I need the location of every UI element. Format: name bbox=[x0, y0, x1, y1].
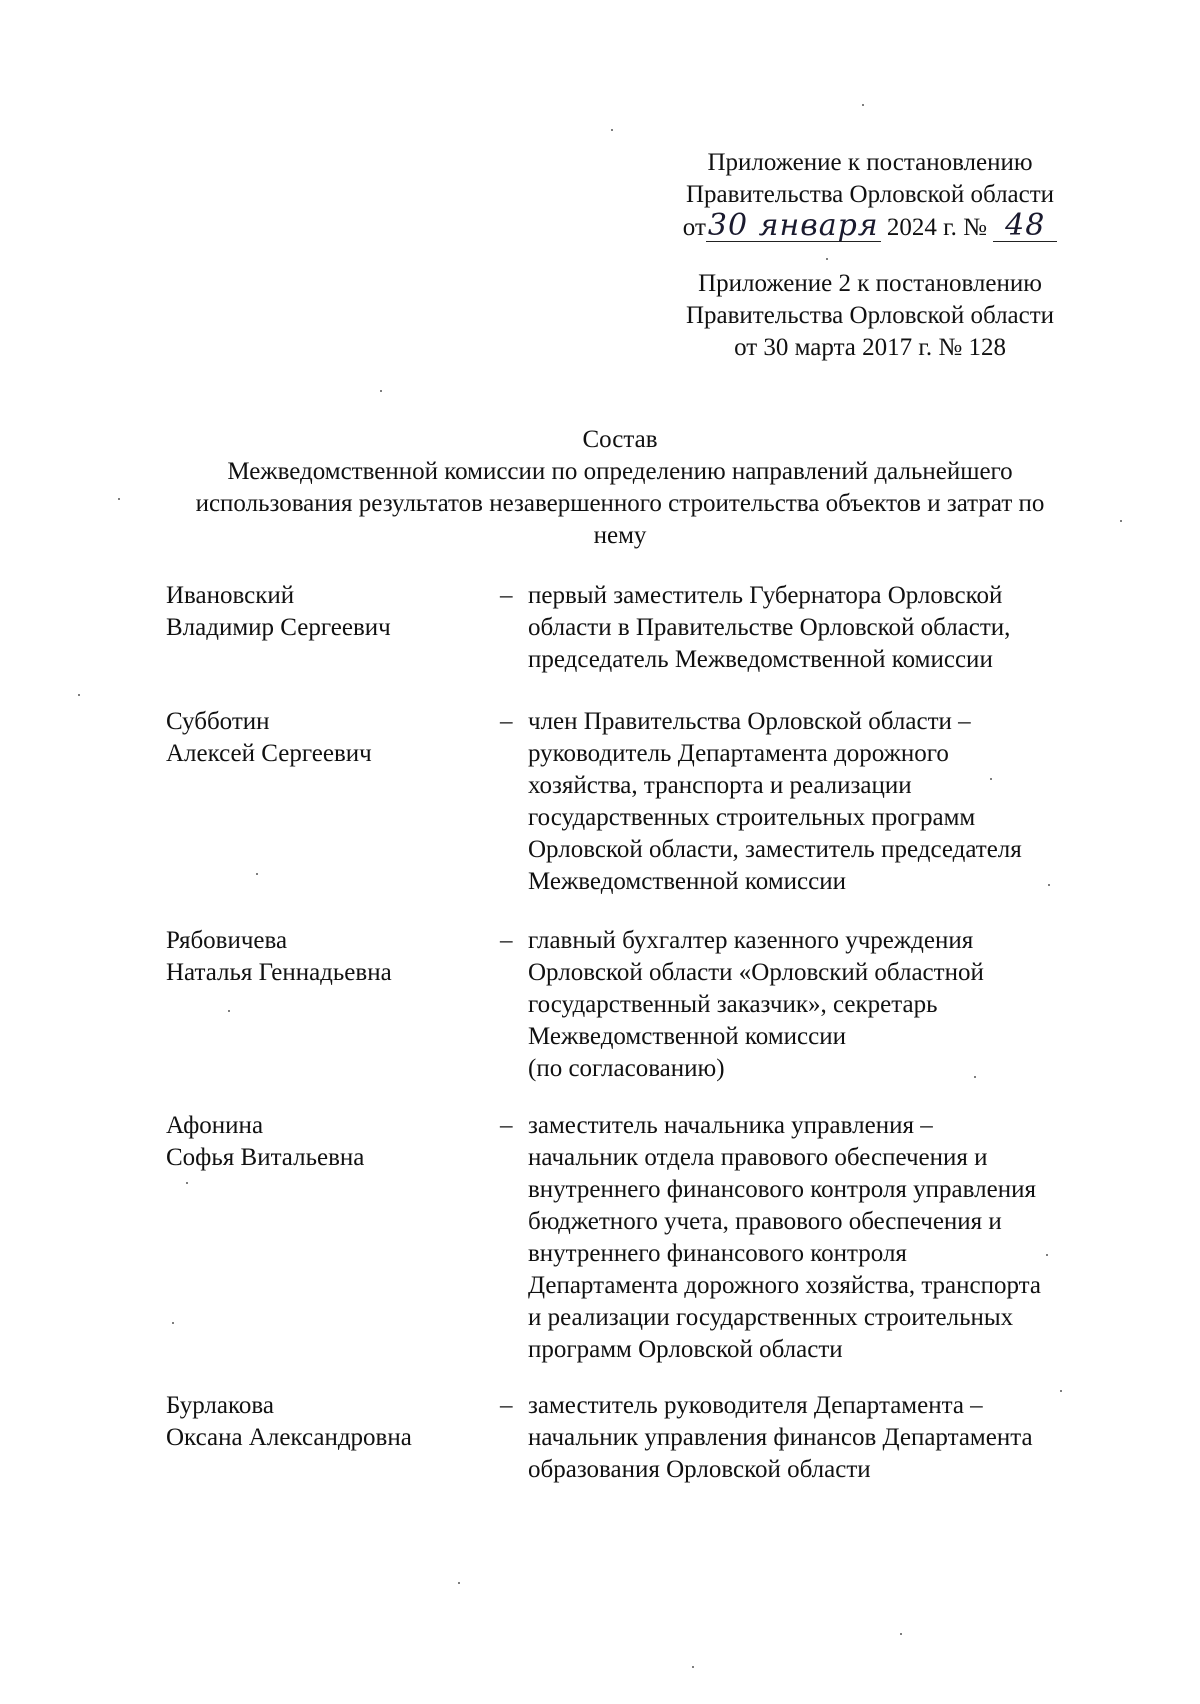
role-line: государственный заказчик», секретарь bbox=[528, 991, 938, 1018]
role-line: (по согласованию) bbox=[528, 1055, 725, 1082]
scan-speck bbox=[256, 873, 258, 875]
member-surname: Рябовичева bbox=[166, 927, 288, 954]
separator-dash: – bbox=[500, 1112, 513, 1139]
scan-speck bbox=[1120, 520, 1122, 522]
role-line: заместитель руководителя Департамента – bbox=[528, 1392, 983, 1419]
date-prefix: от bbox=[682, 214, 706, 241]
appendix-previous-line1: Приложение 2 к постановлению bbox=[698, 270, 1042, 297]
handwritten-date: 30 января bbox=[707, 208, 879, 243]
member-name bbox=[166, 925, 486, 989]
scan-speck bbox=[380, 390, 382, 392]
member-role bbox=[528, 580, 1108, 676]
member-given-name: Оксана Александровна bbox=[166, 1424, 412, 1451]
scan-speck bbox=[1048, 884, 1050, 886]
member-role bbox=[528, 925, 1108, 1085]
role-line: государственных строительных программ bbox=[528, 804, 976, 831]
title-line1: Межведомственной комиссии по определению направлений дальнейшего bbox=[227, 458, 1013, 485]
member-name bbox=[166, 706, 486, 770]
scan-speck bbox=[611, 129, 613, 131]
appendix-previous-header bbox=[640, 268, 1100, 364]
scan-speck bbox=[228, 1010, 230, 1012]
scan-speck bbox=[692, 1666, 694, 1668]
appendix-current-line2: Правительства Орловской области bbox=[685, 181, 1055, 208]
member-surname: Бурлакова bbox=[166, 1392, 274, 1419]
handwritten-number: 48 bbox=[993, 211, 1057, 242]
member-name bbox=[166, 1390, 486, 1454]
member-surname: Афонина bbox=[166, 1112, 264, 1139]
role-line: Межведомственной комиссии bbox=[528, 868, 846, 895]
role-line: внутреннего финансового контроля bbox=[528, 1240, 907, 1267]
role-line: первый заместитель Губернатора Орловской bbox=[528, 582, 1003, 609]
role-line: Департамента дорожного хозяйства, транспорта bbox=[528, 1272, 1042, 1299]
scan-speck bbox=[1046, 1254, 1048, 1256]
member-given-name: Владимир Сергеевич bbox=[166, 614, 391, 641]
role-line: Орловской области «Орловский областной bbox=[528, 959, 984, 986]
role-line: член Правительства Орловской области – bbox=[528, 708, 971, 735]
scan-speck bbox=[458, 1582, 460, 1584]
member-given-name: Софья Витальевна bbox=[166, 1144, 365, 1171]
role-line: председатель Межведомственной комиссии bbox=[528, 646, 993, 673]
year-text: 2024 г. № bbox=[886, 214, 987, 241]
role-line: области в Правительстве Орловской области, bbox=[528, 614, 1011, 641]
member-role bbox=[528, 1390, 1108, 1486]
separator-dash: – bbox=[500, 582, 513, 609]
title-heading: Состав bbox=[582, 426, 658, 453]
member-surname: Субботин bbox=[166, 708, 270, 735]
scan-speck bbox=[900, 1633, 902, 1635]
scan-speck bbox=[826, 258, 828, 260]
scan-speck bbox=[974, 1076, 976, 1078]
member-name bbox=[166, 1110, 486, 1174]
separator-dash: – bbox=[500, 708, 513, 735]
title-line2: использования результатов незавершенного строительства объектов и затрат по bbox=[195, 490, 1045, 517]
member-name bbox=[166, 580, 486, 644]
appendix-previous-line2: Правительства Орловской области bbox=[685, 302, 1055, 329]
role-line: образования Орловской области bbox=[528, 1456, 871, 1483]
scan-speck bbox=[118, 498, 120, 500]
role-line: руководитель Департамента дорожного bbox=[528, 740, 949, 767]
appendix-current-line1: Приложение к постановлению bbox=[707, 149, 1033, 176]
separator-dash: – bbox=[500, 1392, 513, 1419]
scan-speck bbox=[172, 1322, 174, 1324]
role-line: главный бухгалтер казенного учреждения bbox=[528, 927, 974, 954]
role-line: программ Орловской области bbox=[528, 1336, 843, 1363]
appendix-current-header bbox=[640, 147, 1100, 244]
role-line: начальник управления финансов Департамента bbox=[528, 1424, 1033, 1451]
member-role bbox=[528, 706, 1108, 898]
role-line: заместитель начальника управления – bbox=[528, 1112, 933, 1139]
scan-speck bbox=[78, 694, 80, 696]
role-line: и реализации государственных строительных bbox=[528, 1304, 1014, 1331]
separator-dash: – bbox=[500, 927, 513, 954]
member-given-name: Алексей Сергеевич bbox=[166, 740, 372, 767]
role-line: Межведомственной комиссии bbox=[528, 1023, 846, 1050]
scan-speck bbox=[1060, 1390, 1062, 1392]
role-line: хозяйства, транспорта и реализации bbox=[528, 772, 912, 799]
document-title bbox=[150, 424, 1090, 552]
member-role bbox=[528, 1110, 1108, 1366]
role-line: бюджетного учета, правового обеспечения и bbox=[528, 1208, 1002, 1235]
scan-speck bbox=[862, 104, 864, 106]
appendix-previous-line3: от 30 марта 2017 г. № 128 bbox=[734, 334, 1006, 361]
role-line: Орловской области, заместитель председателя bbox=[528, 836, 1022, 863]
role-line: начальник отдела правового обеспечения и bbox=[528, 1144, 988, 1171]
member-surname: Ивановский bbox=[166, 582, 295, 609]
scan-speck bbox=[186, 1182, 188, 1184]
scan-speck bbox=[990, 778, 992, 780]
appendix-current-date-line bbox=[640, 208, 1100, 244]
role-line: внутреннего финансового контроля управления bbox=[528, 1176, 1036, 1203]
member-given-name: Наталья Геннадьевна bbox=[166, 959, 392, 986]
title-line3: нему bbox=[593, 522, 647, 549]
